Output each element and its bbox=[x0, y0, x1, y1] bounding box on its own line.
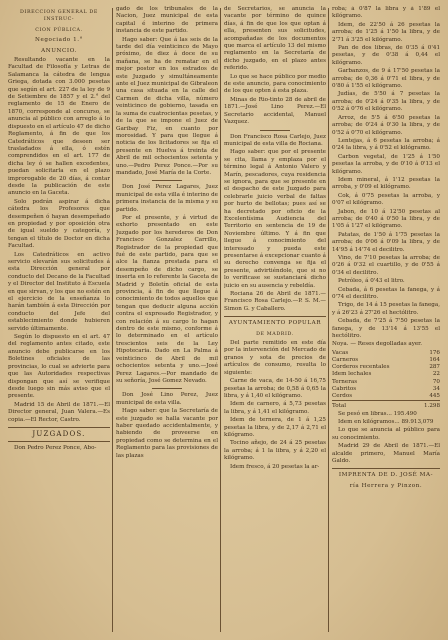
cattle-label: Noya. bbox=[332, 341, 349, 348]
paragraph: de Secretarios, se anuncia la vacante por término de quince días, á fin de que los que optan á ella, presenten sus solicitudes, acompañadas de los documentos que marca el artículo 13 del mismo reglamento en la Secretaría de dicho juzgado, en el plazo antes referido. bbox=[224, 6, 326, 72]
paragraph: Los Catedráticos en activo servicio elevarán sus solicitudes á esta Dirección general por conducto del Decano de la Facultad y el Director del Instituto á Escuela en que sirvan, y los que no estén en el ejercicio de la enseñanza lo harán también á esta Dirección por conducto del Jefe del establecimiento donde hubieren servido últimamente. bbox=[8, 251, 110, 332]
paragraph: Vino, de 7'10 pesetas la arroba; de 0'26 á 0'32 el cuartillo, y de 0'55 á 0'34 el decilitro. bbox=[332, 255, 440, 276]
paragraph: Cebada, á 6 pesetas la fanega, y á 0'74 el decilitro. bbox=[332, 286, 440, 301]
signature-paragraph: Minas de Rio-tinto 28 de abril de 1871.—José Lino Perez.—El Secretario accidental, Manuel Vazquez. bbox=[224, 96, 326, 126]
divider bbox=[8, 427, 110, 428]
table-cell-value: 176 bbox=[429, 349, 440, 356]
paragraph: Idem de carnero, á 5,73 pesetas la libra, y á 1,41 el kilógramo. bbox=[224, 401, 326, 415]
paragraph: Lo que se anuncia al público para su conocimiento. bbox=[332, 427, 440, 441]
paragraph: Pan de dos libras, de 0'35 á 0'41 pesetas, y de 0'38 á 0,44 el kilógramo. bbox=[332, 45, 440, 66]
paragraph: Cok, á 0'75 pesetas la arroba, y 0'07 el kilógramo. bbox=[332, 192, 440, 207]
column-1 bbox=[8, 6, 110, 634]
table-cell-label: Terneras bbox=[332, 378, 358, 385]
paragraph: Solo podrán aspirar á dicha cátedra los Profesores que desempeñen ó hayan desempeñado en propiedad y por oposición otra de igual sueldo y categoría, y tengan el título de Doctor en dicha Facultad. bbox=[8, 198, 110, 250]
total-row bbox=[332, 401, 440, 411]
table-cell-label: Cerdos bbox=[332, 393, 353, 400]
paragraph: Don Francisco Rosa Carlejo, Juez municipal de esta villa de Rociana. bbox=[224, 133, 326, 147]
paragraph: Patatas, de 1'50 á 1'75 pesetas la arroba; de 0'06 á 0'09 la libra, y de 14'95 á 14'74 el decilitro. bbox=[332, 231, 440, 253]
table-cell-label: Vacas bbox=[332, 349, 349, 356]
paragraph: Idem, de 22'50 á 26 pesetas la arroba; de 1'25 á 1'50 la libra, y de 2'71 á 3'25 el kilógramo. bbox=[332, 21, 440, 43]
table-cell-value: 70 bbox=[432, 378, 440, 385]
direction-subheader: CION PÚBLICA. bbox=[35, 27, 83, 33]
paragraph: Tocino añejo, de 24 á 25 pesetas la arroba; á 1 la libra, y á 2,20 el kilógramo. bbox=[224, 440, 326, 462]
cattle-table bbox=[332, 350, 440, 411]
cattle-heading: Noya. — Reses degolladas ayer. bbox=[332, 341, 423, 348]
paragraph: Del parte remitido en este día por la intervención del Mercado de granos y sota de precios de artículos de consumo, resulta lo siguiente: bbox=[224, 340, 326, 376]
paragraph: Resultando vacante en la Facultad de Filosofía y Letras de Salamanca la cátedra de lengua Griega, dotada con 3.000 pesetas que según el art. 227 de la ley de 9 de Setiembre de 1857 y el 2.° del reglamento de 15 de Enero de 1870, corresponde al concurso, se anuncia al público con arreglo á lo dispuesto en el artículo 47 de dicho Reglamento, á fin de que los Catedráticos que deseen ser trasladados á ella, ó estén comprendidos en el art. 177 de dicha ley ó se hallen excedentes, puedan solicitarla en el plazo improrogable de 20 días, á contar desde la publicación de este anuncio en la Gaceta. bbox=[8, 57, 110, 197]
imprint-line: IMPRENTA DE D. JOSÉ MA- bbox=[338, 472, 434, 479]
table-cell-label: Cabritos bbox=[332, 385, 357, 392]
paragraph: Carbon vegetal, de 1'25 á 1'50 pesetas la arroba, y de 0'10 á 0'13 el kilógramo. bbox=[332, 153, 440, 175]
table-cell-value: 34 bbox=[432, 385, 440, 392]
table-row bbox=[332, 379, 440, 386]
table-row bbox=[332, 393, 440, 401]
column-rule bbox=[112, 8, 113, 632]
column-3 bbox=[224, 6, 326, 634]
section-heading-juzgados: JUZGADOS. bbox=[32, 429, 86, 438]
divider bbox=[332, 468, 440, 469]
paragraph: Según lo dispuesto en el art. 47 del reglamento antes citado, este anuncio debe publicarse en los Boletines oficiales de las provincias, lo cual se advierte para que las Autoridades respectivas dispongan que así se verifique desde luego sin más aviso que el presente. bbox=[8, 334, 110, 400]
total-label: Total bbox=[332, 401, 416, 411]
paragraph: Arroz, de 5'5 á 6'50 pesetas la arroba; de 0'24 á 0'30 la libra, y de 0'52 á 0'70 el kilógramo. bbox=[332, 114, 440, 136]
paragraph: Carne de vaca, de 14-50 á 16,75 pesetas la arroba; de 0,58 á 0,65 la libra, y á 1,40 el kilógramo. bbox=[224, 378, 326, 399]
divider bbox=[152, 388, 182, 389]
column-2 bbox=[116, 6, 218, 634]
paragraph: roba; á 0'87 la libra y á 1'89 el kilógramo. bbox=[332, 6, 440, 20]
signature-paragraph: Rociana 26 de Abril de 1871.—Francisco Rosa Carlejo.—P. S. M.—Simon G. y Caballero. bbox=[224, 291, 326, 312]
paragraph: Petróleo, á 0'43 el litro. bbox=[338, 278, 405, 285]
paragraph: Trigo, de 14 á 15 pesetas la fanega, y á 26'23 á 27'26 el hectólitro. bbox=[332, 302, 440, 316]
paragraph: Garbanzos, de 9 á 17'50 pesetas la arroba; de 0,36 á 0'71 el libra, y de 0'80 á 1'55 el kilógramo. bbox=[332, 68, 440, 90]
paragraph: Hago saber: Que á las seis de la tarde del día veinticinco de Mayo próximo, de diez á doce de su mañana, se ha de rematar en el mejor postor en los estrados de este Juzgado y simultáneamente ante el Juez municipal de Gibraleon una casa situada en la calle del Carmen de dicha villa, número veinticinco de gobierno, tasada en la suma de cuatrocientas pesetas, y de la que se impone el Juez de Garibay Fiz, en cuanto por morosidad. Y para que llegue á noticia de los licitadores se fija el presente en Huelva á treinta de Abril de mil ochocientos setenta y uno.—Pedro Perez Ponce.—Por su mandado, José María de la Corte. bbox=[116, 36, 218, 176]
paragraph: Judías, de 5'50 á 7 pesetas la arroba; de 0'24 á 0'35 la libra, y de 0'52 á 0'76 el kilógramo. bbox=[332, 91, 440, 113]
signature-paragraph: Madrid 15 de Abril de 1871.—El Director general, Juan Valera.—Es copia.—El Rector, Castro. bbox=[8, 401, 110, 423]
column-rule bbox=[328, 8, 329, 632]
divider bbox=[152, 180, 182, 181]
paragraph: Cebada, de 7'25 á 7'50 pesetas la fanega, y de 13'14 á 13'55 el hectólitro. bbox=[332, 318, 440, 340]
table-cell-label: Idem lechales bbox=[332, 371, 372, 378]
column-rule bbox=[220, 8, 221, 632]
paragraph: Idem mineral, á 1'12 pesetas la arroba, y 0'09 el kilógramo. bbox=[332, 176, 440, 191]
table-cell-label: Corderos recentales bbox=[332, 364, 390, 371]
table-row bbox=[332, 364, 440, 371]
table-row bbox=[332, 371, 440, 378]
table-cell-label: Carneros bbox=[332, 357, 359, 364]
paragraph: Por el presente, y á virtud de exhorto presentado en este Juzgado por los herederos de Don Francisco Gonzalez Carrillo, Registrador de la propiedad que fué de este partido, para que se alce la fianza prestada para el desempeño de dicho cargo, se inserta en lo referente la Gaceta de Madrid y Boletín oficial de esta provincia, á fin de que llegue á conocimiento de todos aquellos que tengan que deducir alguna acción contra el expresado Registrador, y con relación á su cargo lo hagan dentro de este mismo, conforme á lo determinado en el artículo trescientos seis de la Ley Hipotecaria. Dado en La Palma á veinticinco de Abril de mil ochocientos setenta y uno.—José Perez Lagares.—Por mandado de su señoría, José Gomez Nevado. bbox=[116, 214, 218, 384]
divider bbox=[224, 316, 326, 317]
paragraph: Don José Perez Lagares, Juez municipal de esta villa é interino de primera instancia de la misma y su partido. bbox=[116, 184, 218, 213]
table-row bbox=[332, 350, 440, 357]
ayuntamiento-heading: AYUNTAMIENTO POPULAR bbox=[228, 320, 322, 327]
paragraph: Idem de ternera, de 1 á 1,25 pesetas la libra, y de 2,17 á 2,71 el kilógramo. bbox=[224, 417, 326, 438]
section-label: Negociado 1.° bbox=[34, 37, 84, 44]
table-cell-value: 287 bbox=[429, 364, 440, 371]
paragraph: Hago saber: que por el presente se cita, llama y emplaza por el término legal á Antonio Valero y Marín, pescadores, cuya residencia se ignora, para que se presente en el despacho de este Juzgado para celebrarle juicio verbal de faltas por hurto de bellotas; pues así se ha decretado por oficio de la Excelentísima Audiencia del Territorio en sentencia de 19 de Noviembre último. Y á fin que llegue á conocimiento del interesado y pueda este presentarse á excepcionar cuanto á su derecho convenga se fija el presente, advirtiéndole, que si no lo verificase se sustanciará dicho juicio en su ausencia y rebeldía. bbox=[224, 149, 326, 289]
divider bbox=[8, 441, 110, 442]
paragraph: Idem fresco, á 20 pesetas la ar- bbox=[230, 463, 320, 470]
signature-paragraph: Madrid 29 de Abril de 1871.—El alcalde primero, Manuel María Galdo. bbox=[332, 443, 440, 464]
total-value: 1.298 bbox=[416, 401, 440, 411]
imprint-line-2: ría Herrera y Pinzon. bbox=[349, 482, 423, 489]
paragraph: Don Pedro Perez Ponce, Abo- bbox=[14, 445, 97, 452]
table-cell-value: 164 bbox=[429, 357, 440, 364]
paragraph: gado de los tribunales de la Nacion, Juez municipal de esta capital é interino de primera instancia de este partido. bbox=[116, 6, 218, 35]
paragraph: Se pesó en libras... 195.490 bbox=[338, 410, 417, 417]
direction-header: DIRECCION GENERAL DE INSTRUC- bbox=[20, 10, 98, 23]
ayuntamiento-subheading: DE MADRID. bbox=[256, 331, 294, 337]
divider bbox=[260, 130, 290, 131]
table-row bbox=[332, 386, 440, 393]
paragraph: Hago saber: que la Secretaría de este juzgado se halla vacante por haber quedado accidentalmente, y habiendo de proveerse en propiedad como se determina en el Reglamento para las provisiones de las plazas bbox=[116, 408, 218, 459]
column-4 bbox=[332, 6, 440, 634]
paragraph: Lo que se hace público por medio de este anuncio, para conocimiento de los que opten á esta plaza. bbox=[224, 73, 326, 95]
paragraph: Jabon, de 10 á 12'50 pesetas al arroba; de 0'40 á 0'50 la libra, y de 1'05 á 1'27 el kilógramo. bbox=[332, 208, 440, 230]
paragraph: Don José Lino Perez, Juez municipal de esta villa. bbox=[116, 392, 218, 406]
announcement-heading: ANUNCIO. bbox=[41, 47, 77, 54]
table-cell-value: 445 bbox=[429, 393, 440, 400]
table-row bbox=[332, 357, 440, 364]
paragraph: Idem en kilógramos... 89.913,079 bbox=[338, 418, 434, 425]
paragraph: Lentejas, á 6 pesetas la arroba; á 0'24 la libra, y á 0'52 el kilógramo. bbox=[332, 137, 440, 152]
cattle-subheading: Reses degolladas ayer. bbox=[357, 341, 423, 348]
table-cell-value: 22 bbox=[432, 371, 440, 378]
